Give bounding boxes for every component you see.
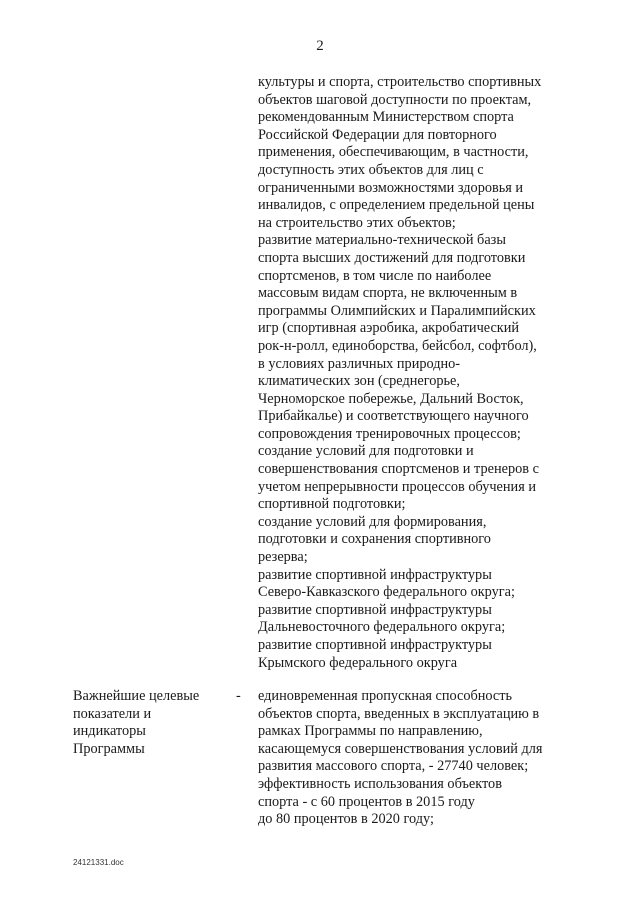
text-line: доступность этих объектов для лиц с (258, 161, 484, 178)
text-line: Прибайкалье) и соответствующего научного (258, 408, 529, 425)
text-line: учетом непрерывности процессов обучения и (258, 478, 536, 495)
text-line: сопровождения тренировочных процессов; (258, 425, 521, 442)
text-line: рекомендованным Министерством спорта (258, 109, 514, 126)
text-line: создание условий для формирования, (258, 513, 487, 530)
text-line: игр (спортивная аэробика, акробатический (258, 320, 520, 337)
label-line: Важнейшие целевые (73, 688, 200, 704)
value-line: единовременная пропускная способность (258, 688, 513, 704)
indicators-dash: - (236, 688, 241, 704)
text-line: совершенствования спортсменов и тренеров с (258, 461, 539, 478)
text-line: инвалидов, с определением предельной цены (258, 197, 535, 214)
text-line: рок-н-ролл, единоборства, бейсбол, софтбол), (258, 337, 537, 354)
text-line: объектов шаговой доступности по проектам, (258, 91, 532, 108)
text-line: в условиях различных природно- (258, 355, 461, 372)
text-line: развитие материально-технической базы (258, 232, 506, 249)
value-line: рамках Программы по направлению, (258, 723, 483, 740)
passport-continuation-text (258, 74, 603, 672)
text-line: развитие спортивной инфраструктуры (258, 601, 492, 618)
text-line: Российской Федерации для повторного (258, 126, 497, 143)
text-line: применения, обеспечивающим, в частности, (258, 144, 529, 161)
value-line: до 80 процентов в 2020 году; (258, 811, 434, 828)
value-line: касающемуся совершенствования условий для (258, 740, 543, 757)
value-line: эффективность использования объектов (258, 775, 502, 792)
text-line: климатических зон (среднегорье, (258, 373, 460, 390)
label-line: показатели и (73, 705, 152, 722)
text-line: развитие спортивной инфраструктуры (258, 566, 492, 583)
text-line: Северо-Кавказского федерального округа; (258, 584, 515, 601)
text-line: подготовки и сохранения спортивного (258, 531, 491, 548)
text-line: создание условий для подготовки и (258, 443, 474, 460)
text-line: ограниченными возможностями здоровья и (258, 179, 524, 196)
text-line: развитие спортивной инфраструктуры (258, 637, 492, 653)
value-line: объектов спорта, введенных в эксплуатацию в (258, 705, 540, 722)
indicators-label (73, 688, 233, 758)
text-line: на строительство этих объектов; (258, 214, 456, 231)
text-line: резерва; (258, 549, 308, 566)
page-number: 2 (316, 38, 324, 54)
text-line: спортивной подготовки; (258, 496, 406, 513)
text-line: культуры и спорта, строительство спортивных (258, 74, 542, 90)
text-line: спортсменов, в том числе по наиболее (258, 267, 492, 284)
text-line: массовым видам спорта, не включенным в (258, 285, 518, 302)
text-line: Крымского федерального округа (258, 654, 458, 671)
value-line: развития массового спорта, - 27740 человек; (258, 758, 529, 775)
text-line: программы Олимпийских и Паралимпийских (258, 302, 536, 319)
text-line: Черноморское побережье, Дальний Восток, (258, 390, 524, 407)
text-line: спорта высших достижений для подготовки (258, 249, 526, 266)
label-line: Программы (73, 740, 145, 757)
indicators-value (258, 688, 603, 829)
text-line: Дальневосточного федерального округа; (258, 619, 506, 636)
value-line: спорта - с 60 процентов в 2015 году (258, 793, 475, 810)
label-line: индикаторы (73, 723, 146, 740)
document-filename: 24121331.doc (73, 858, 124, 867)
